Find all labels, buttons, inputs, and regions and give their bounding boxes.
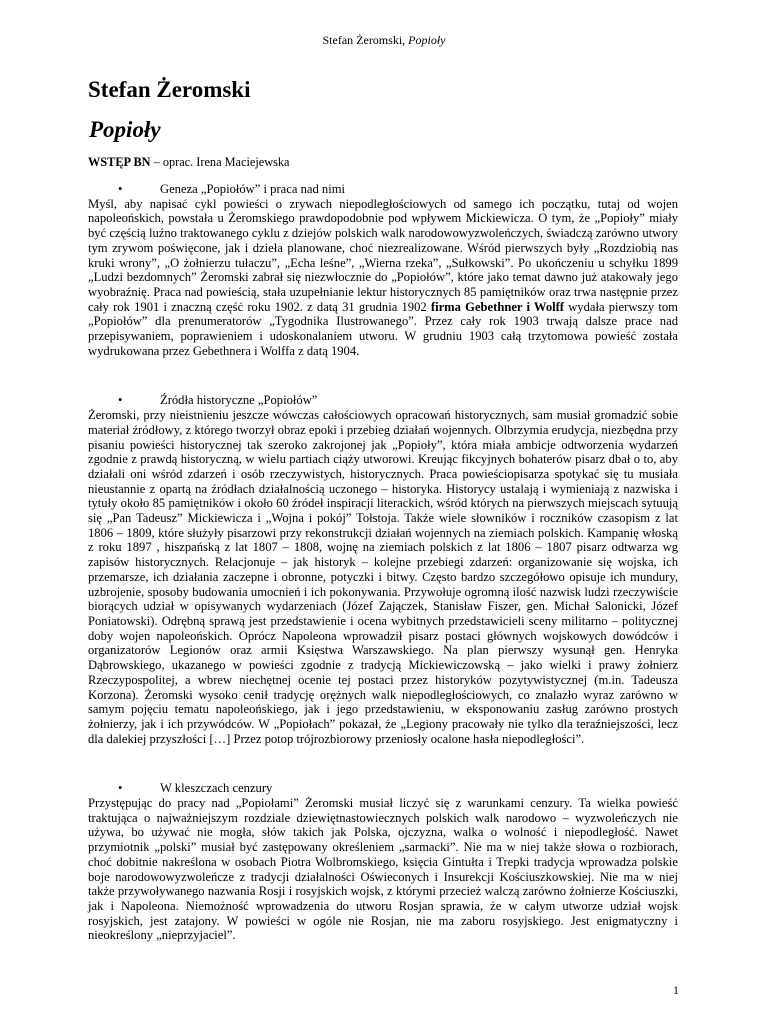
paragraph: Żeromski, przy nieistnieniu jeszcze wówczas całościowych opracowań historycznych, sam musiał gromadzić sobie materiał źródłowy, z którego tworzył obraz epoki i przebieg działań wojennych. Olbrzymia erudycja, niezbędna przy pisaniu powieści historycznej tak szeroko zakrojonej jak „Popioły”, która miała ambicje odtworzenia wydarzeń zgodnie z prawdą historyczną, w wielu partiach ciąży utworowi. Kreując fikcyjnych bohaterów pisarz dbał o to, aby działali oni wśród zdarzeń i osób rzeczywistych, historycznych. Praca powieściopisarza spotykać się tu musiała nieustannie z opartą na źródłach działalnością uczonego – historyka. Historycy ustalają i wymieniają z nazwiska i tytuły około 85 pamiętników i około 60 źródeł inspiracji literackich, wśród których na pierwszych miejscach sytuują się „Pan Tadeusz” Mickiewicza i „Wojna i pokój” Tołstoja. Także wiele słowników i roczników czasopism z lat 1806 – 1809, które służyły pisarzowi przy rekonstrukcji działań wojennych na ziemiach polskich. Kampanię włoską z roku 1897 , hiszpańską z lat 1807 – 1808, wojnę na ziemiach polskich z lat 1806 – 1807 pisarz odtwarza wg zapisów historycznych. Relacjonuje – jak historyk – kolejne przebiegi zdarzeń: organizowanie się wojska, ich przemarsze, ich działania zaczepne i obronne, potyczki i bitwy. Często bardzo szczegółowo opisuje ich mundury, uzbrojenie, sposoby budowania umocnień i ich pokonywania. Przywołuje ogromną ilość nazwisk ludzi rzeczywiście biorących udział w opisywanych wydarzeniach (Józef Zajączek, Stanisław Fiszer, gen. Michał Salonicki, Józef Poniatowski). Odrębną sprawą jest przedstawienie i ocena wybitnych przedstawicieli sceny militarno – politycznej doby wojen napoleońskich. Oprócz Napoleona wprowadził pisarz postaci głównych wojskowych dowódców i organizatorów Legionów oraz armii Księstwa Warszawskiego. Na plan pierwszy wysunął gen. Henryka Dąbrowskiego, ukazanego w powieści zgodnie z tradycją Mickiewiczowską – jako wielki i prawy żołnierz Rzeczypospolitej, a wbrew niechętnej ocenie tej postaci przez historyków pozytywistycznej (m.in. Tadeusza Korzona). Żeromski wysoko cenił tradycję orężnych walk niepodległościowych, co znalazło wyraz zarówno w samym pojęciu tematu napoleońskiego, jak i jego przedstawieniu, w eksponowaniu zasług zarówno prostych żołnierzy, jak i ich przywódców. W „Popiołach” pokazał, że „Legiony pracowały nie tylko dla teraźniejszości, lecz dla dalekiej przyszłości […] Przez potop trójrozbiorowy przeniosły ocalone hasła niepodległości”. bbox=[88, 408, 678, 746]
paragraph: Przystępując do pracy nad „Popiołami” Żeromski musiał liczyć się z warunkami cenzury. Ta wielka powieść traktująca o najważniejszym rozdziale dziewiętnastowiecznych polskich walk narodowo – wyzwoleńczych nie używa, bo używać nie mogła, słów takich jak Polska, ojczyzna, walka o wolność i niepodległość. Nawet przymiotnik „polski” musiał być zastępowany określeniem „sarmacki”. Nie ma w niej także słowa o rozbiorach, choć dobitnie nakreślona w osobach Piotra Wolbromskiego, księcia Gintułta i Trepki tradycja wprowadza polskie boje narodowowyzwoleńcze z tradycji działalności Oświeconych i Insurekcji Kościuszkowskiej. Nie ma w niej także przywoływanego nazwania Rosji i rosyjskich wojsk, z którymi przecież walczą zarówno żołnierze Kościuszki, jak i Napoleona. Niemożność wprowadzenia do utworu Rosjan sprawia, że w całym utworze udział wojsk rosyjskich, jest zatajony. W powieści w ogóle nie Rosjan, nie ma zaboru rosyjskiego. Jest enigmatyczny i nieokreślony „nieprzyjaciel”. bbox=[88, 796, 678, 943]
document-author: Stefan Żeromski bbox=[88, 77, 251, 102]
section-heading-text: W kleszczach cenzury bbox=[160, 781, 273, 796]
section-heading bbox=[88, 393, 678, 408]
running-header-author: Stefan Żeromski, bbox=[322, 33, 406, 47]
publisher-name: firma Gebethner i Wolff bbox=[430, 299, 564, 314]
bullet-marker: • bbox=[118, 393, 123, 408]
paragraph-text: wydała pierwszy tom „Popiołów” dla prenumeratorów „Tygodnika Ilustrowanego”. Przez cały rok 1903 trwają dalsze prace nad przepisywaniem, poprawieniem i udoskonalaniem utworu. W grudniu 1903 całą trzytomowa powieść została wydrukowana przez Gebethnera i Wolffa z datą 1904. bbox=[88, 299, 678, 358]
paragraph bbox=[88, 197, 678, 359]
intro-credit: – oprac. Irena Maciejewska bbox=[153, 155, 290, 169]
bullet-marker: • bbox=[118, 182, 123, 196]
document-body bbox=[88, 182, 678, 978]
page-number: 1 bbox=[673, 983, 679, 997]
running-header bbox=[0, 32, 768, 48]
document-title: Popioły bbox=[89, 117, 161, 142]
bullet-marker: • bbox=[118, 781, 123, 796]
paragraph-text: Myśl, aby napisać cykl powieści o zrywach niepodległościowych od samego ich początku, tutaj od wojen napoleońskich, powstała u Żeromskiego prawdopodobnie pod wpływem Mickiewicza. O tym, że „Popioły” miały być częścią luźno traktowanego cyklu z dziejów polskich walk narodowowyzwoleńczych, świadczą zarówno utwory tym zrywom poświęcone, jak i dzieła planowane, choć niezrealizowane. Wśród pierwszych były „Rozdziobią nas kruki wrony”, „O żołnierzu tułaczu”, „Echa leśne”, „Wierna rzeka”, „Sułkowski”. Po ukończeniu u schyłku 1899 „Ludzi bezdomnych” Żeromski zabrał się niezwłocznie do „Popiołów”, które jako temat dawno już atakowały jego wyobraźnię. Praca nad powieścią, stała uzupełnianie lektur historycznych 85 pamiętników oraz trwa następnie przez cały rok 1901 i znaczną część roku 1902. z datą 31 grudnia 1902 bbox=[88, 196, 678, 314]
intro-label: WSTĘP BN bbox=[88, 155, 151, 169]
intro-line bbox=[88, 154, 290, 170]
section-heading-text: Źródła historyczne „Popiołów” bbox=[160, 393, 318, 408]
section-genesis bbox=[88, 182, 678, 358]
section-censorship bbox=[88, 781, 678, 943]
section-heading bbox=[88, 781, 678, 796]
section-heading-text: Geneza „Popiołów” i praca nad nimi bbox=[160, 182, 345, 196]
section-sources bbox=[88, 393, 678, 746]
section-heading bbox=[88, 182, 678, 197]
running-header-title: Popioły bbox=[408, 33, 446, 47]
